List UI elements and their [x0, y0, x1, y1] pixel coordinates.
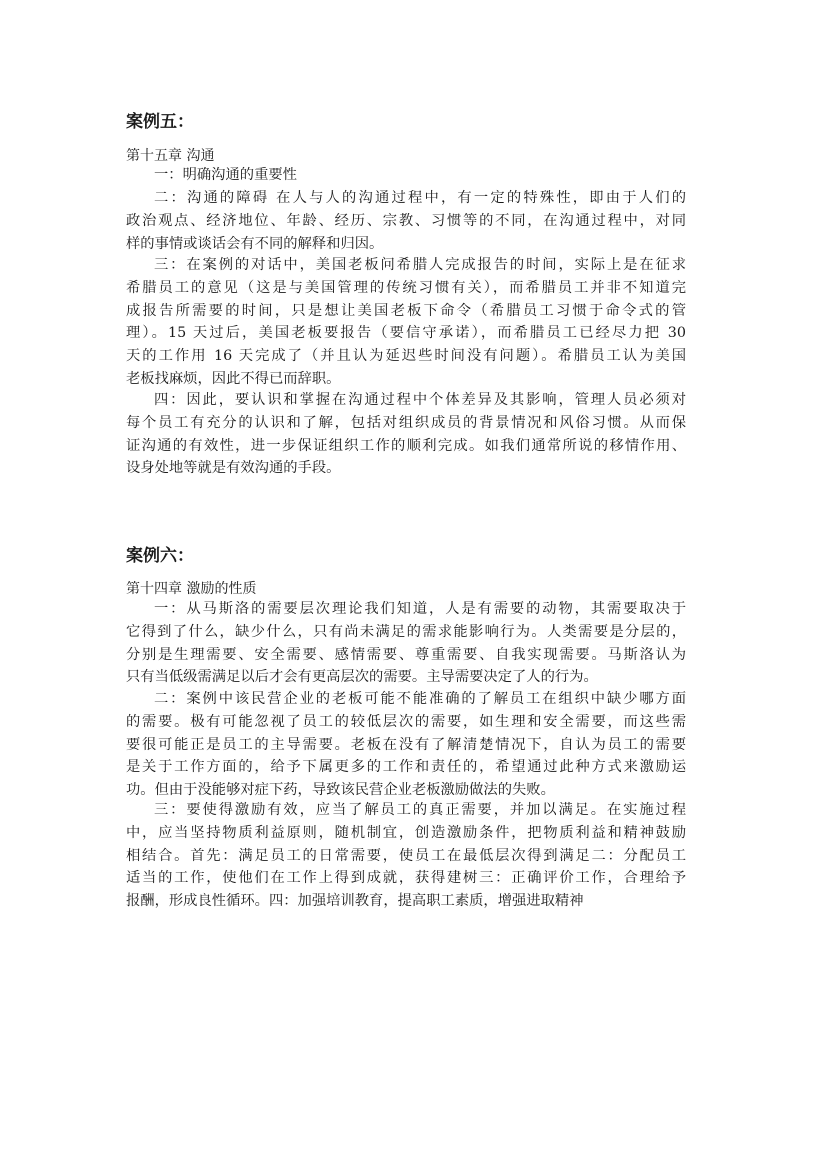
text-line: 适当的工作，使他们在工作上得到成就，获得建树三：正确评价工作，合理给予 — [126, 870, 686, 887]
case5-paragraph-3 — [126, 254, 686, 391]
case5-title: 案例五： — [126, 112, 194, 132]
text-line: 政治观点、经济地位、年龄、经历、宗教、习惯等的不同，在沟通过程中，对同 — [126, 212, 686, 229]
text-line: 希腊员工的意见（这是与美国管理的传统习惯有关），而希腊员工并非不知道完 — [126, 279, 686, 296]
text-line: 功。但由于没能够对症下药，导致该民营企业老板激励做法的失败。 — [126, 782, 555, 799]
case5-paragraph-1 — [126, 164, 686, 187]
text-line: 理）。15 天过后，美国老板要报告（要信守承诺），而希腊员工已经尽力把 30 — [126, 325, 686, 342]
text-line: 它得到了什么，缺少什么，只有尚未满足的需求能影响行为。人类需要是分层的， — [126, 623, 686, 640]
text-line: 四：因此，要认识和掌握在沟通过程中个体差异及其影响，管理人员必须对 — [154, 392, 686, 408]
text-line: 三：在案例的对话中，美国老板问希腊人完成报告的时间，实际上是在征求 — [154, 257, 686, 273]
text-line: 设身处地等就是有效沟通的手段。 — [126, 460, 341, 477]
case5-paragraph-2 — [126, 187, 686, 255]
text-line: 成报告所需要的时间，只是想让美国老板下命令（希腊员工习惯于命令式的管 — [126, 302, 686, 319]
case6-paragraph-1 — [126, 598, 686, 689]
text-line: 证沟通的有效性，进一步保证组织工作的顺利完成。如我们通常所说的移情作用、 — [126, 437, 686, 454]
case6-paragraph-3 — [126, 799, 686, 913]
text-line: 一：明确沟通的重要性 — [154, 167, 297, 183]
text-line: 二：案例中该民营企业的老板可能不能准确的了解员工在组织中缺少哪方面 — [154, 691, 686, 707]
text-line: 中，应当坚持物质利益原则，随机制宜，创造激励条件，把物质利益和精神鼓励 — [126, 824, 686, 841]
text-line: 的需要。极有可能忽视了员工的较低层次的需要，如生理和安全需要，而这些需 — [126, 713, 686, 730]
case6-title: 案例六： — [126, 546, 194, 566]
text-line: 相结合。首先：满足员工的日常需要，使员工在最低层次得到满足二：分配员工 — [126, 847, 686, 864]
text-line: 天的工作用 16 天完成了（并且认为延迟些时间没有问题）。希腊员工认为美国 — [126, 348, 686, 365]
text-line: 要很可能正是员工的主导需要。老板在没有了解清楚情况下，自认为员工的需要 — [126, 736, 686, 753]
text-line: 报酬，形成良性循环。四：加强培训教育，提高职工素质，增强进取精神 — [126, 893, 584, 910]
text-line: 每个员工有充分的认识和了解，包括对组织成员的背景情况和风俗习惯。从而保 — [126, 414, 686, 431]
case6-chapter-heading: 第十四章 激励的性质 — [126, 581, 257, 597]
case5-paragraph-4 — [126, 389, 686, 480]
text-line: 老板找麻烦，因此不得已而辞职。 — [126, 370, 341, 387]
text-line: 样的事情或谈话会有不同的解释和归因。 — [126, 235, 384, 252]
text-line: 只有当低级需满足以后才会有更高层次的需要。主导需要决定了人的行为。 — [126, 669, 598, 686]
text-line: 三：要使得激励有效，应当了解员工的真正需要，并加以满足。在实施过程 — [154, 802, 686, 818]
case5-chapter-heading: 第十五章 沟通 — [126, 148, 215, 164]
text-line: 分别是生理需要、安全需要、感情需要、尊重需要、自我实现需要。马斯洛认为 — [126, 646, 686, 663]
text-line: 是关于工作方面的，给予下属更多的工作和责任的，希望通过此种方式来激励运 — [126, 759, 686, 776]
text-line: 二：沟通的障碍 在人与人的沟通过程中，有一定的特殊性，即由于人们的 — [154, 190, 686, 206]
text-line: 一：从马斯洛的需要层次理论我们知道，人是有需要的动物，其需要取决于 — [154, 601, 686, 617]
case6-paragraph-2 — [126, 688, 686, 802]
